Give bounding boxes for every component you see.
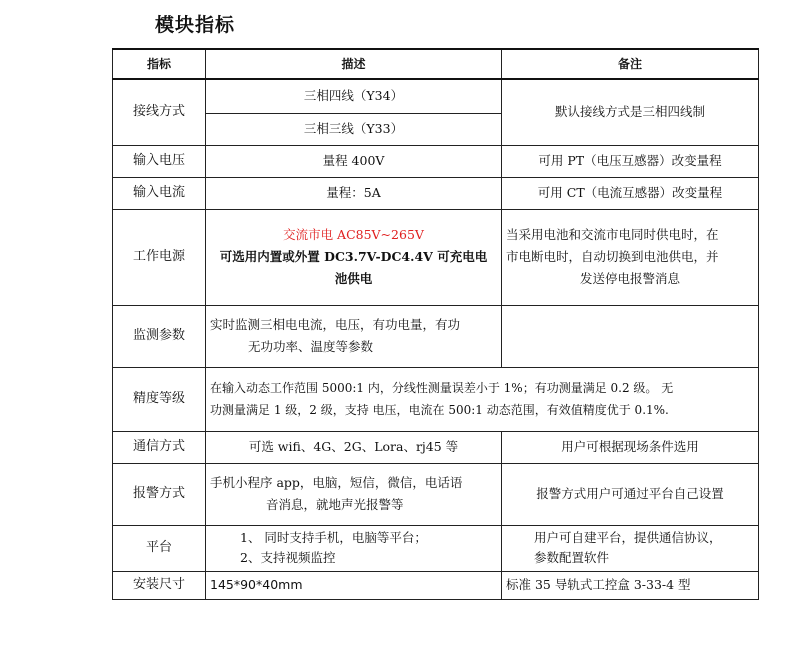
spec-table	[112, 48, 759, 600]
header-remark: 备注	[502, 49, 759, 79]
row-name-platform: 平台	[113, 525, 206, 571]
install-size-description: 145*90*40mm	[206, 571, 502, 599]
page-title: 模块指标	[155, 14, 236, 36]
table-row	[113, 177, 759, 209]
row-name-install-size: 安装尺寸	[113, 571, 206, 599]
platform-remark-line-2: 参数配置软件	[534, 550, 610, 565]
table-row	[113, 463, 759, 525]
monitoring-remark	[502, 305, 759, 367]
row-name-accuracy: 精度等级	[113, 367, 206, 431]
power-remark-line-2: 市电断电时，自动切换到电池供电，并	[506, 249, 719, 264]
communication-remark: 用户可根据现场条件选用	[502, 431, 759, 463]
accuracy-description	[206, 367, 759, 431]
table-row	[113, 367, 759, 431]
power-description	[206, 209, 502, 305]
header-row	[113, 49, 759, 79]
table-row	[113, 305, 759, 367]
platform-remark	[502, 525, 759, 571]
platform-line-1: 1、 同时支持手机，电脑等平台；	[240, 530, 427, 545]
platform-description	[206, 525, 502, 571]
alarm-description	[206, 463, 502, 525]
current-remark: 可用 CT（电流互感器）改变量程	[502, 177, 759, 209]
wiring-remark: 默认接线方式是三相四线制	[502, 79, 759, 145]
row-name-voltage: 输入电压	[113, 145, 206, 177]
platform-line-2: 2、支持视频监控	[240, 550, 336, 565]
ac-supply-label: 交流市电 AC85V~265V	[283, 227, 424, 242]
table-row	[113, 571, 759, 599]
power-remark-line-3: 发送停电报警消息	[579, 271, 680, 286]
table-row	[113, 209, 759, 305]
row-name-current: 输入电流	[113, 177, 206, 209]
accuracy-line-2: 功测量满足 1 级，2 级，支持 电压，电流在 500:1 动态范围，有效值精度优于 0.1%.	[210, 403, 669, 417]
voltage-description: 量程 400V	[206, 145, 502, 177]
row-name-communication: 通信方式	[113, 431, 206, 463]
table-row	[113, 79, 759, 113]
row-name-alarm: 报警方式	[113, 463, 206, 525]
row-name-monitoring: 监测参数	[113, 305, 206, 367]
header-description: 描述	[206, 49, 502, 79]
battery-supply-line-2: 池供电	[334, 271, 373, 286]
monitoring-line-2: 无功功率、温度等参数	[248, 339, 374, 354]
communication-description: 可选 wifi、4G、2G、Lora、rj45 等	[206, 431, 502, 463]
wiring-option-2: 三相三线（Y33）	[206, 113, 502, 145]
row-name-wiring: 接线方式	[113, 79, 206, 145]
table-row	[113, 145, 759, 177]
wiring-option-1: 三相四线（Y34）	[206, 79, 502, 113]
alarm-line-2: 音消息，就地声光报警等	[266, 497, 404, 512]
alarm-remark: 报警方式用户可通过平台自己设置	[502, 463, 759, 525]
table-row	[113, 525, 759, 571]
battery-supply-line-1: 可选用内置或外置 DC3.7V-DC4.4V 可充电电	[219, 249, 488, 264]
platform-remark-line-1: 用户可自建平台，提供通信协议，	[534, 530, 722, 545]
voltage-remark: 可用 PT（电压互感器）改变量程	[502, 145, 759, 177]
monitoring-line-1: 实时监测三相电电流，电压，有功电量，有功	[210, 317, 461, 332]
monitoring-description	[206, 305, 502, 367]
header-indicator: 指标	[113, 49, 206, 79]
current-description: 量程：5A	[206, 177, 502, 209]
accuracy-line-1: 在输入动态工作范围 5000:1 内，分线性测量误差小于 1%；有功测量满足 0.2 级。 无	[210, 381, 674, 395]
power-remark	[502, 209, 759, 305]
alarm-line-1: 手机小程序 app，电脑，短信，微信，电话语	[210, 475, 463, 490]
table-row	[113, 431, 759, 463]
power-remark-line-1: 当采用电池和交流市电同时供电时，在	[506, 227, 719, 242]
install-size-remark: 标准 35 导轨式工控盒 3-33-4 型	[502, 571, 759, 599]
row-name-power: 工作电源	[113, 209, 206, 305]
